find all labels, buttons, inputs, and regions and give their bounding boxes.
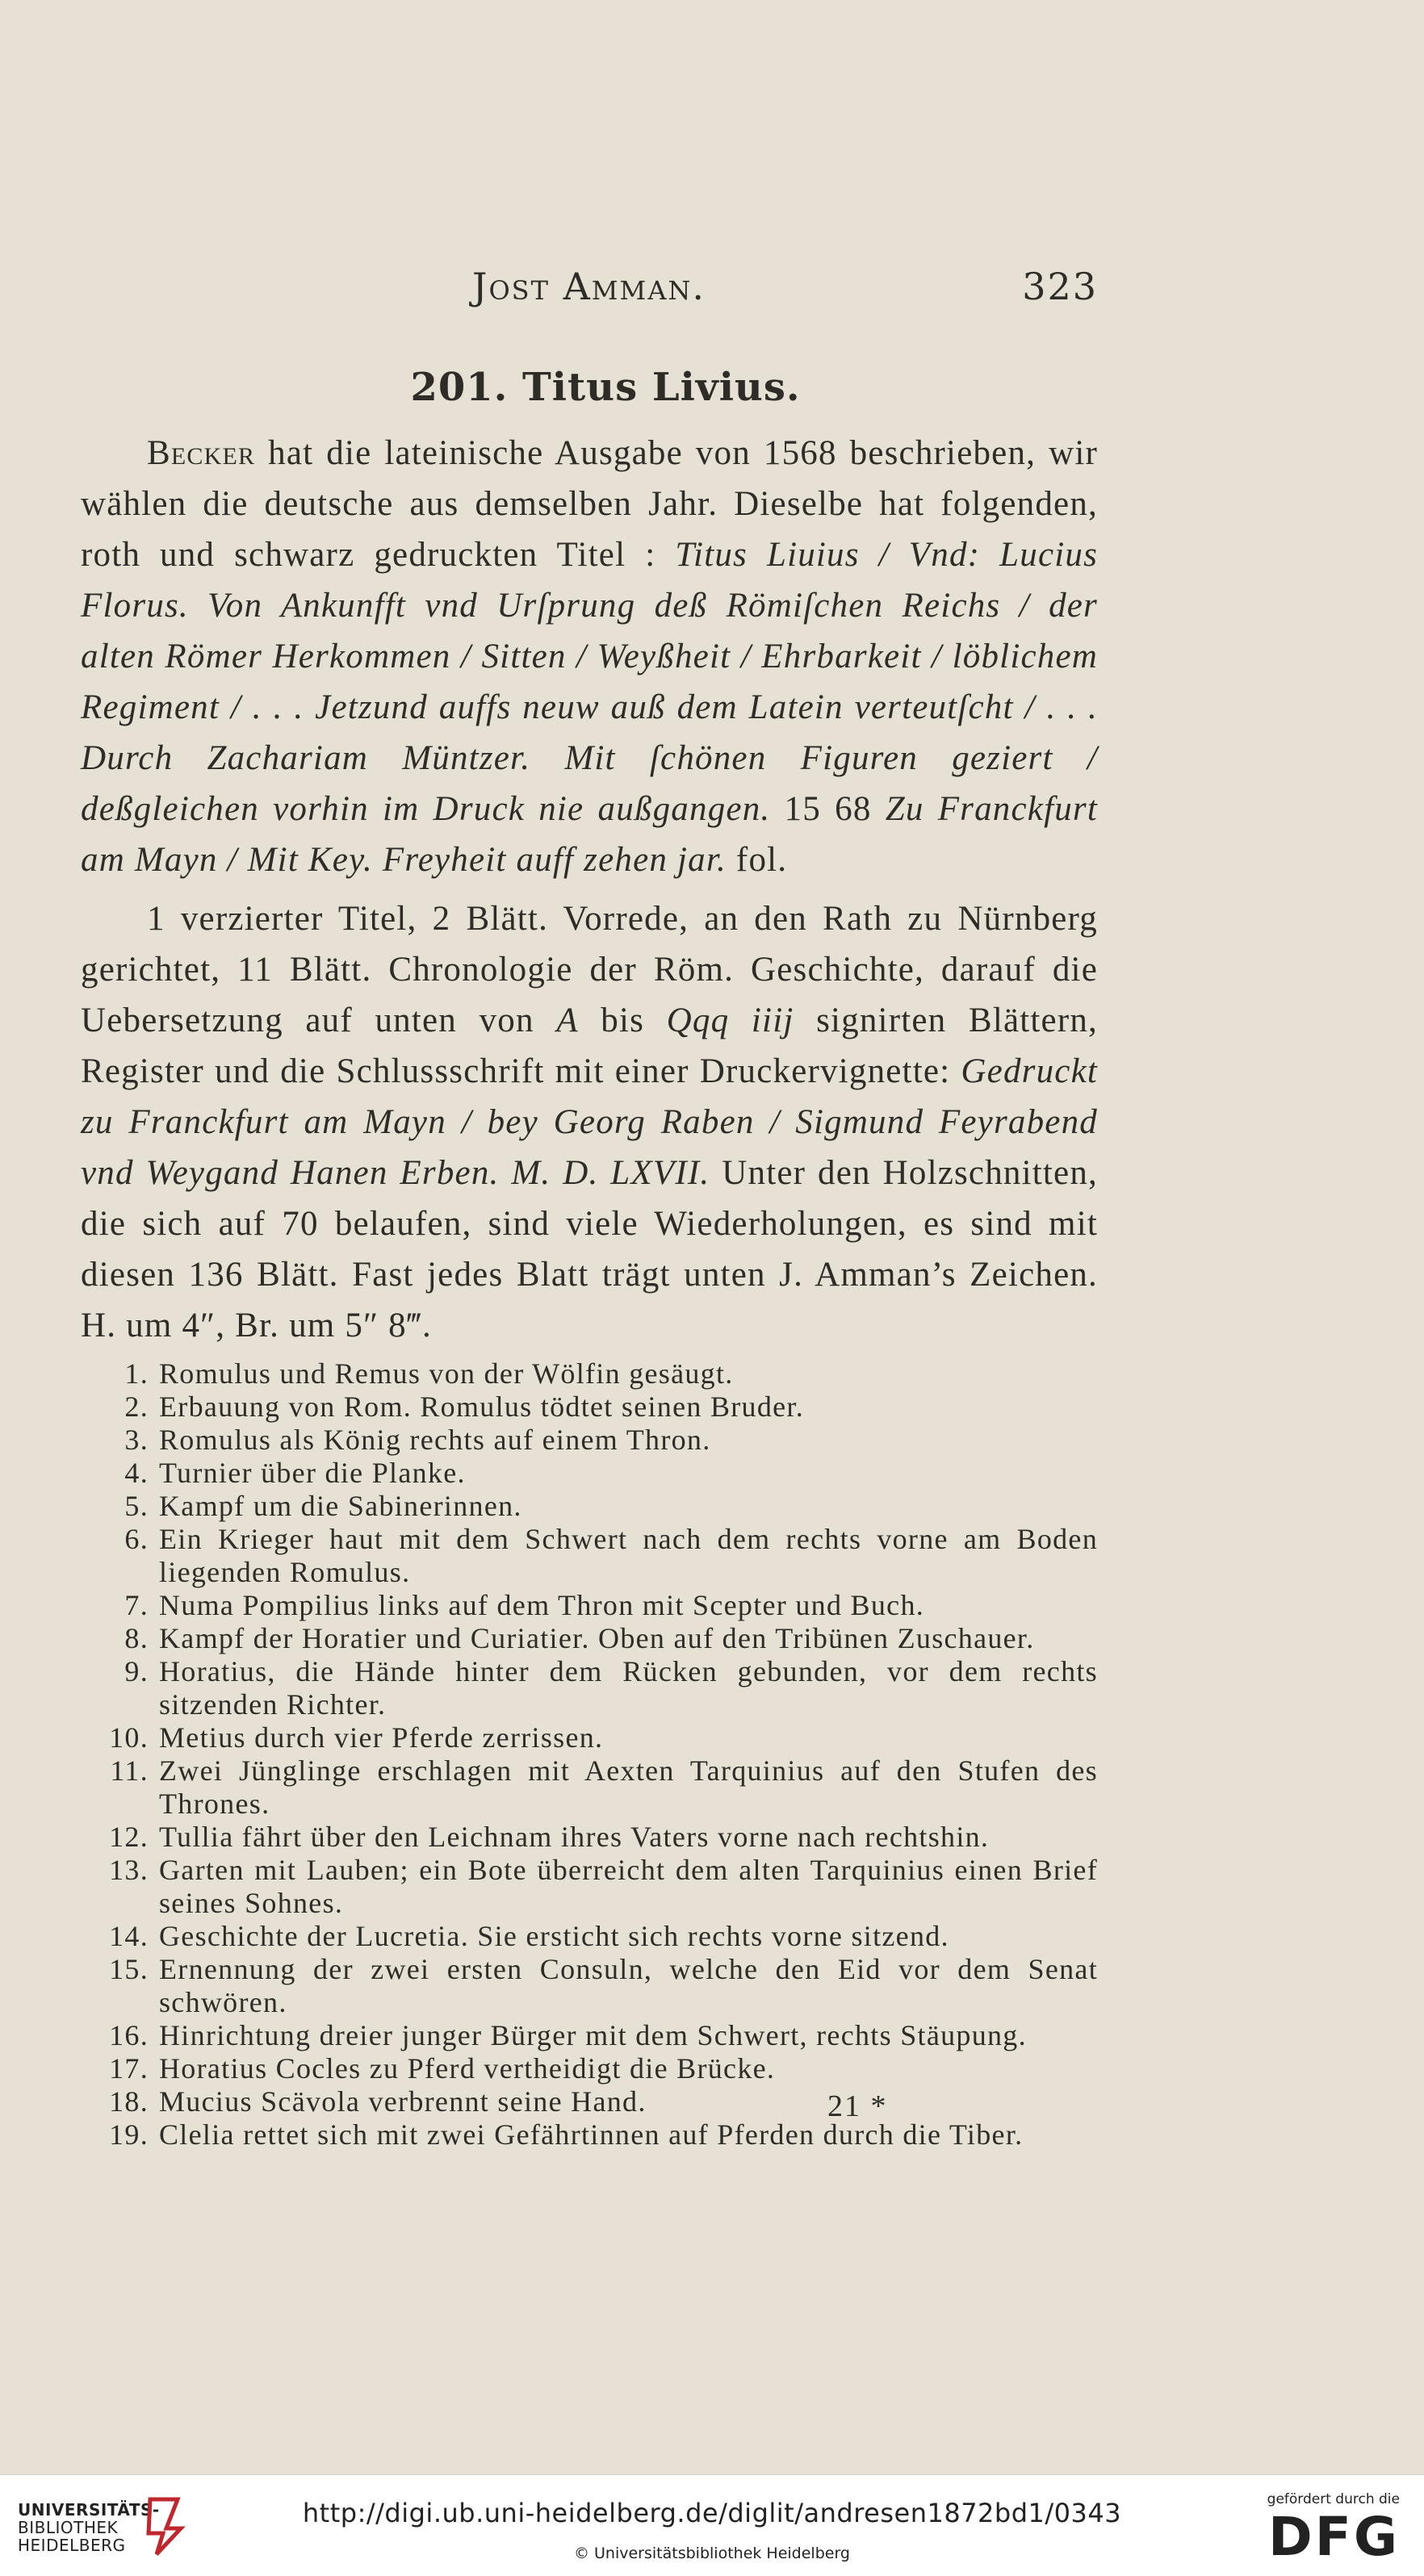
item-number: 7. xyxy=(124,1589,149,1621)
paragraph1-text: hat die lateinische Ausgabe von 1568 beschrieben, wir wählen die deutsche aus demselben Jahr. Dieselbe hat folgenden, roth und schwarz gedruckten Titel : xyxy=(81,434,1098,574)
item-text: Kampf um die Sabinerinnen. xyxy=(159,1490,522,1522)
paragraph-collation xyxy=(81,893,1098,1351)
list-item xyxy=(81,1655,1098,1721)
item-text: Clelia rettet sich mit zwei Gefährtinnen auf Pferden durch die Tiber. xyxy=(159,2118,1024,2151)
collation-text-4: Unter den Holzschnitten, die sich auf 70 belaufen, sind viele Wiederholungen, es sind mit diesen 136 Blätt. Fast jedes Blatt trägt unten J. Amman’s Zeichen. H. um 4″, Br. um 5″ 8‴. xyxy=(81,1154,1098,1344)
item-number: 13. xyxy=(109,1854,149,1886)
format-text: fol. xyxy=(726,841,788,879)
list-item xyxy=(81,1622,1098,1655)
list-item xyxy=(81,1523,1098,1589)
item-text: Horatius, die Hände hinter dem Rücken gebunden, vor dem rechts sitzenden Richter. xyxy=(159,1655,1098,1721)
item-text: Erbauung von Rom. Romulus tödtet seinen Bruder. xyxy=(159,1390,805,1423)
list-item xyxy=(81,1390,1098,1424)
item-number: 1. xyxy=(124,1357,149,1390)
item-number: 16. xyxy=(109,2019,149,2051)
list-item xyxy=(81,2085,1098,2118)
list-item xyxy=(81,1721,1098,1754)
list-item xyxy=(81,1821,1098,1854)
copyright-notice: © Universitätsbibliothek Heidelberg xyxy=(573,2545,850,2562)
dfg-caption: gefördert durch die xyxy=(1267,2491,1400,2507)
dfg-logo: DFG xyxy=(1267,2506,1400,2568)
item-number: 18. xyxy=(109,2085,149,2118)
item-text: Hinrichtung dreier junger Bürger mit dem Schwert, rechts Stäupung. xyxy=(159,2019,1027,2051)
book-title: Titus Liuius / Vnd: Lucius Florus. Von Ankunfft vnd Urſprung deß Römiſchen Reichs / der alten Römer Herkommen / Sitten / Weyßheit / Ehrbarkeit / löblichem Regiment / . . . Jetzund auffs neuw auß dem Latein verteutſcht / . . . Durch Zachariam Müntzer. Mit ſchönen Figuren geziert / deßgleichen vorhin im Druck nie außgangen. xyxy=(81,536,1099,828)
item-number: 8. xyxy=(124,1622,149,1654)
item-text: Zwei Jünglinge erschlagen mit Aexten Tarquinius auf den Stufen des Thrones. xyxy=(159,1754,1098,1820)
collation-text-2: bis xyxy=(578,1002,667,1039)
entry-heading: 201. Titus Livius. xyxy=(410,365,801,410)
author-reference: Becker xyxy=(147,434,256,472)
list-item xyxy=(81,1490,1098,1523)
item-number: 5. xyxy=(124,1490,149,1522)
item-number: 12. xyxy=(109,1821,149,1853)
item-number: 15. xyxy=(109,1953,149,1985)
item-text: Garten mit Lauben; ein Bote überreicht dem alten Tarquinius einen Brief seines Sohnes. xyxy=(159,1854,1098,1919)
item-text: Romulus als König rechts auf einem Thron. xyxy=(159,1424,711,1456)
item-text: Kampf der Horatier und Curiatier. Oben auf den Tribünen Zuschauer. xyxy=(159,1622,1035,1654)
list-item xyxy=(81,1424,1098,1457)
permalink-url[interactable]: http://digi.ub.uni-heidelberg.de/diglit/andresen1872bd1/0343 xyxy=(302,2498,1122,2528)
item-text: Ein Krieger haut mit dem Schwert nach dem rechts vorne am Boden liegenden Romulus. xyxy=(159,1523,1098,1588)
item-text: Turnier über die Planke. xyxy=(159,1457,466,1489)
item-number: 3. xyxy=(124,1424,149,1456)
item-number: 10. xyxy=(109,1721,149,1754)
colophon: Gedruckt zu Franckfurt am Mayn / bey Georg Raben / Sigmund Feyrabend vnd Weygand Hanen Erben. M. D. LXVII. xyxy=(81,1052,1098,1192)
woodcut-list xyxy=(81,1357,1098,2152)
list-item xyxy=(81,1920,1098,1953)
footer-bar xyxy=(0,2474,1424,2576)
list-item xyxy=(81,1589,1098,1622)
item-number: 4. xyxy=(124,1457,149,1489)
item-number: 17. xyxy=(109,2052,149,2085)
signature-mark: 21 * xyxy=(827,2089,888,2123)
logo-line-3: HEIDELBERG xyxy=(18,2536,126,2555)
item-number: 19. xyxy=(109,2118,149,2151)
item-number: 11. xyxy=(110,1754,149,1787)
list-item xyxy=(81,1457,1098,1490)
list-item xyxy=(81,1357,1098,1390)
running-head-title: Jost Amman. xyxy=(472,265,706,308)
item-number: 14. xyxy=(109,1920,149,1952)
paragraph-title-description xyxy=(81,428,1098,885)
text-block xyxy=(81,242,1098,2152)
list-item xyxy=(81,2052,1098,2085)
list-item xyxy=(81,2019,1098,2052)
imprint-place: Zu Franckfurt am Mayn / Mit Key. Freyheit auff zehen jar. xyxy=(81,790,1098,879)
list-item xyxy=(81,1754,1098,1821)
logo-line-1: UNIVERSITÄTS- xyxy=(18,2500,160,2520)
list-item xyxy=(81,1953,1098,2019)
list-item xyxy=(81,2118,1098,2152)
item-number: 2. xyxy=(124,1390,149,1423)
signature-q: Qqq iiij xyxy=(666,1002,794,1039)
item-number: 6. xyxy=(124,1523,149,1555)
item-text: Metius durch vier Pferde zerrissen. xyxy=(159,1721,604,1754)
item-text: Numa Pompilius links auf dem Thron mit Scepter und Buch. xyxy=(159,1589,925,1621)
item-text: Mucius Scävola verbrennt seine Hand. xyxy=(159,2085,647,2118)
item-text: Romulus und Remus von der Wölfin gesäugt. xyxy=(159,1357,734,1390)
year-text: 15 68 xyxy=(770,790,886,828)
logo-line-2: BIBLIOTHEK xyxy=(18,2518,119,2537)
running-head xyxy=(472,265,1098,308)
collation-text-1: 1 verzierter Titel, 2 Blätt. Vorrede, an den Rath zu Nürnberg gerichtet, 11 Blätt. Chronologie der Röm. Geschichte, darauf die Uebersetzung auf unten von xyxy=(81,900,1098,1039)
item-text: Tullia fährt über den Leichnam ihres Vaters vorne nach rechtshin. xyxy=(159,1821,990,1853)
item-text: Geschichte der Lucretia. Sie ersticht sich rechts vorne sitzend. xyxy=(159,1920,949,1952)
collation-text-3: signirten Blättern, Register und die Schlussschrift mit einer Druckervignette: xyxy=(81,1002,1098,1090)
signature-a: A xyxy=(556,1002,579,1039)
item-number: 9. xyxy=(124,1655,149,1687)
page-number: 323 xyxy=(1022,265,1098,308)
list-item xyxy=(81,1854,1098,1920)
item-text: Horatius Cocles zu Pferd vertheidigt die Brücke. xyxy=(159,2052,776,2085)
item-text: Ernennung der zwei ersten Consuln, welche den Eid vor dem Senat schwören. xyxy=(159,1953,1098,2018)
